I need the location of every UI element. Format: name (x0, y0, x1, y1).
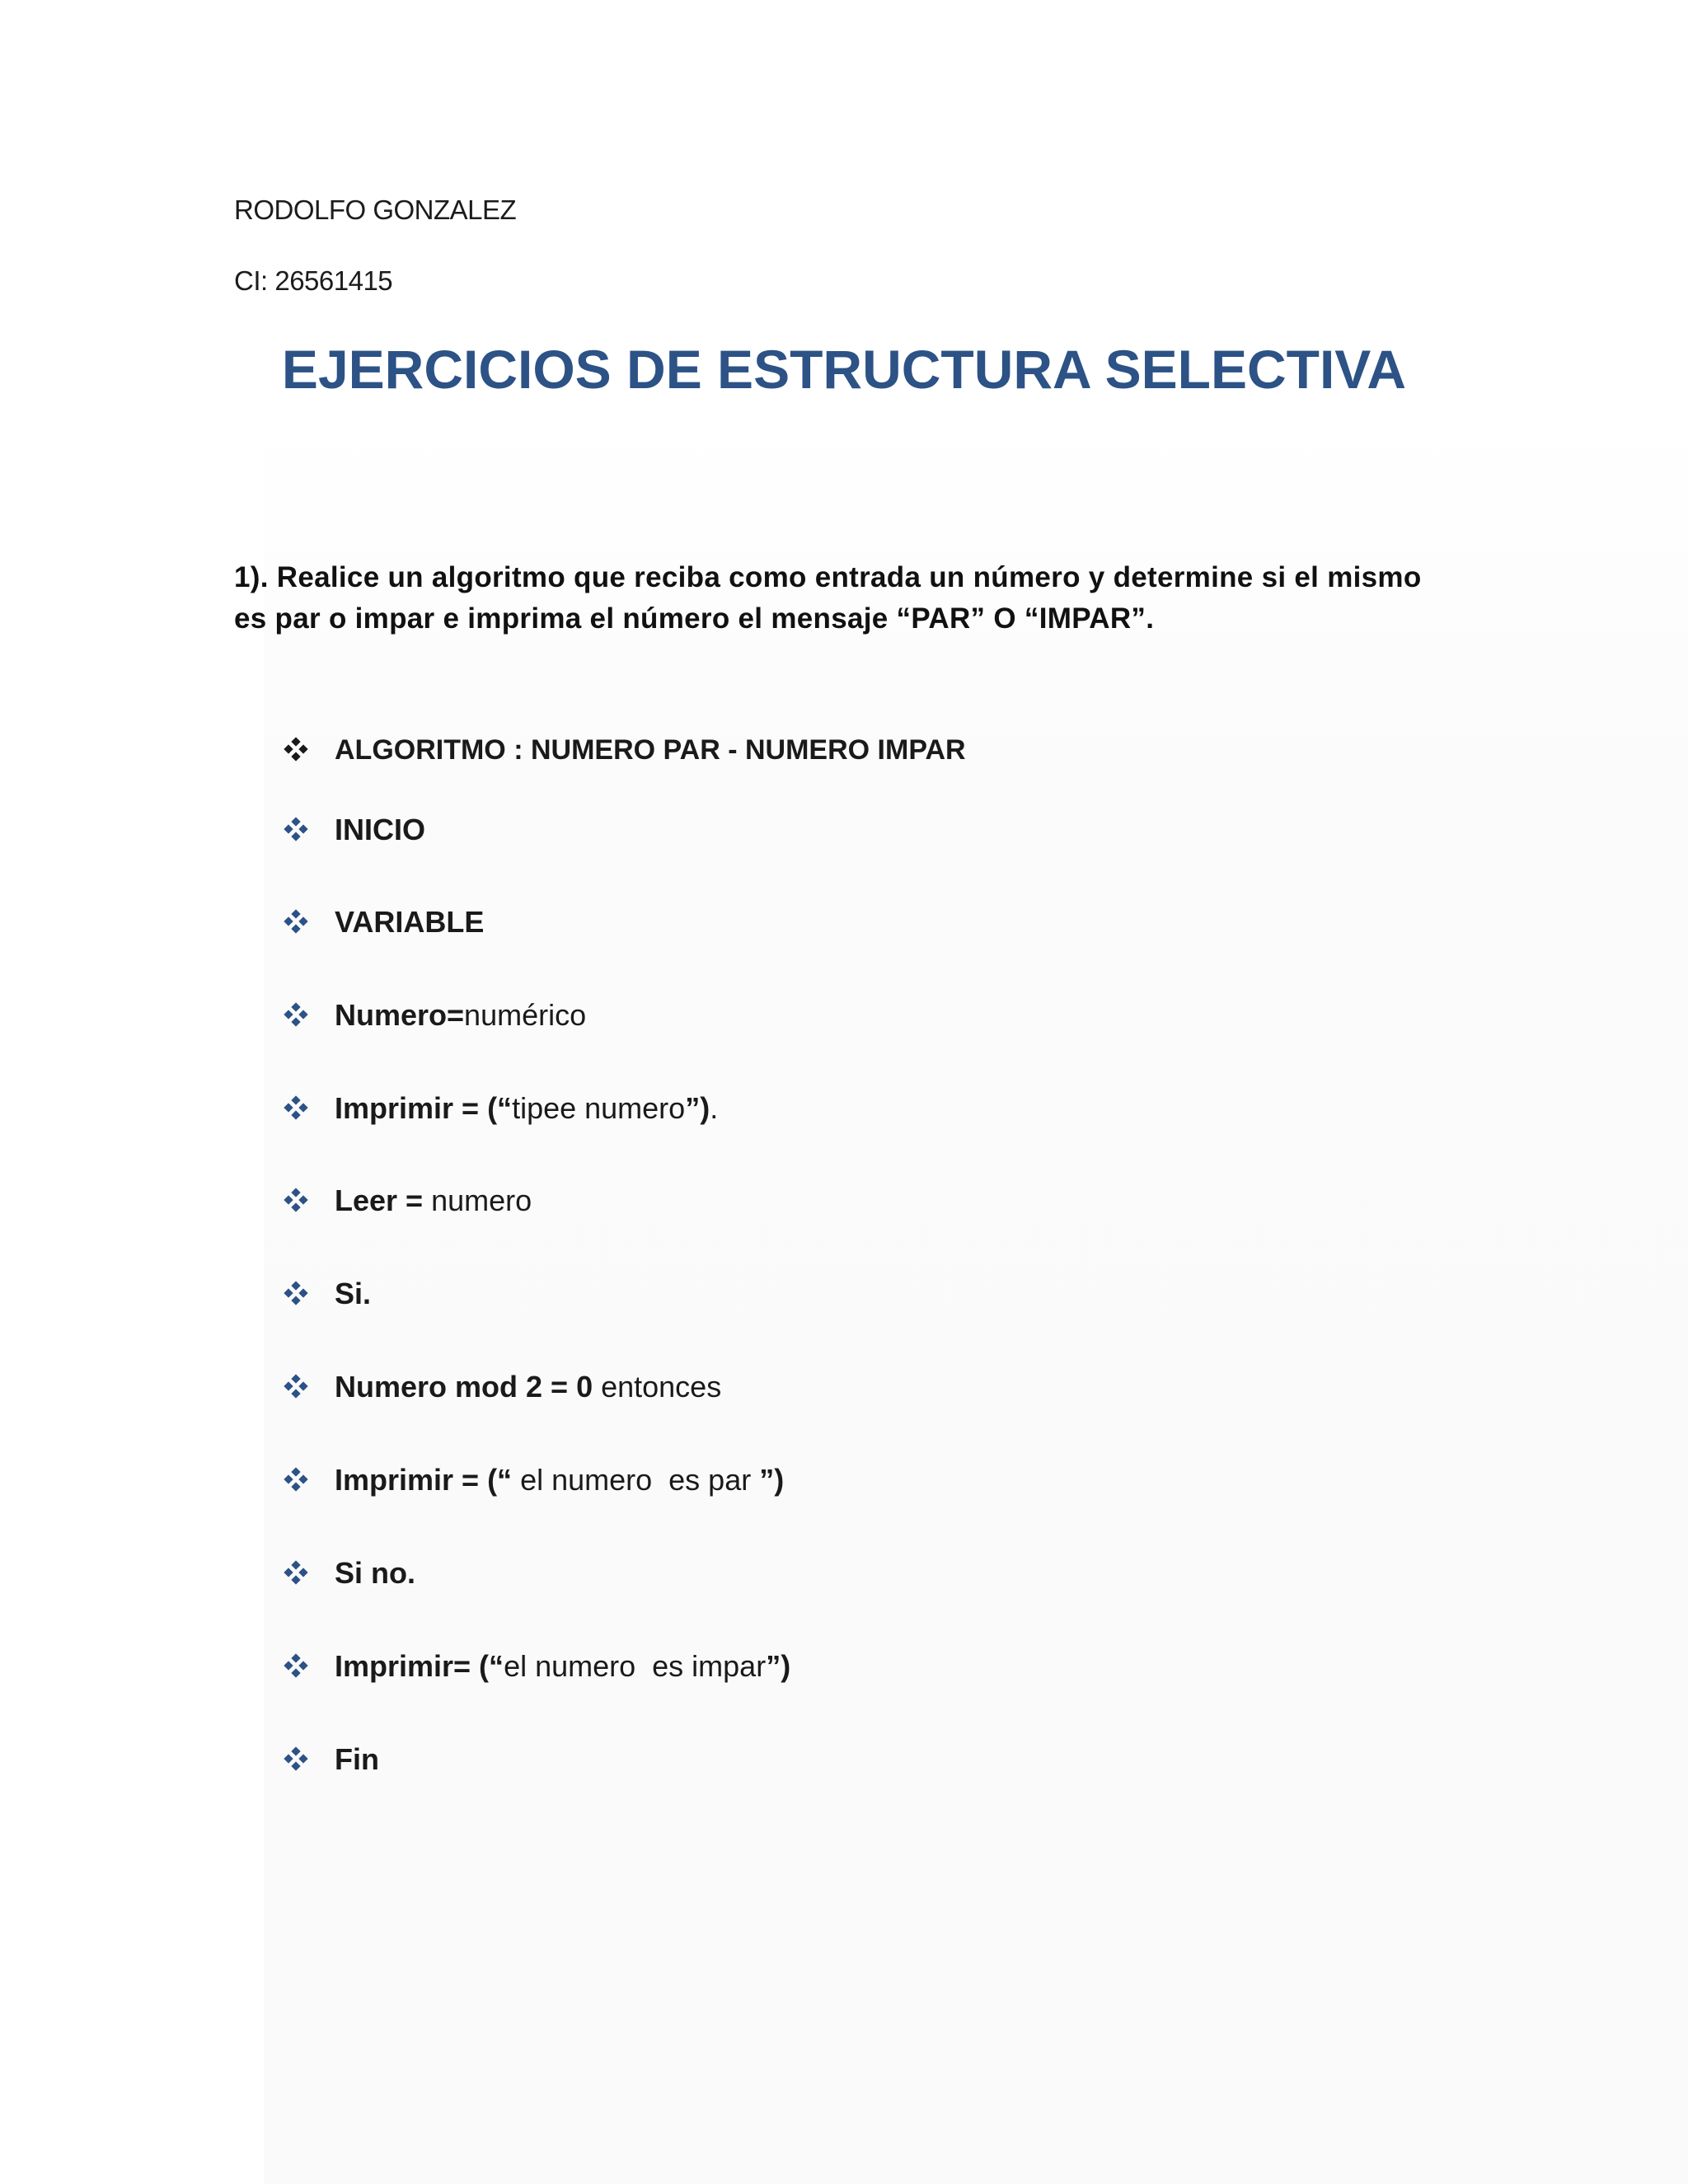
step-item (284, 1362, 721, 1412)
step-value: numérico (464, 998, 587, 1032)
step-item (284, 898, 484, 947)
step-keyword: Imprimir = (“ (335, 1091, 513, 1125)
diamond-bullet-icon (284, 898, 335, 947)
diamond-bullet-icon (284, 991, 335, 1040)
step-keyword: Leer = (335, 1183, 432, 1217)
step-keyword: Numero= (335, 998, 465, 1032)
author-name: RODOLFO GONZALEZ (234, 194, 517, 225)
diamond-bullet-icon (284, 1455, 335, 1505)
step-text: ALGORITMO : NUMERO PAR - NUMERO IMPAR (335, 734, 966, 766)
exercise-line-1: 1). Realice un algoritmo que reciba como entrada un número y determine si el mismo (234, 561, 1422, 593)
step-keyword-close: ”) (685, 1091, 710, 1125)
step-value: el numero es par (520, 1463, 760, 1497)
step-item (284, 725, 966, 775)
step-keyword-close: ”) (766, 1649, 791, 1683)
diamond-bullet-icon (284, 1362, 335, 1412)
diamond-bullet-icon (284, 725, 335, 775)
step-punctuation: . (710, 1091, 719, 1125)
step-value: tipee numero (512, 1091, 686, 1125)
step-value: entonces (601, 1370, 722, 1404)
step-text: Si no. (335, 1556, 415, 1590)
step-text: Fin (335, 1742, 379, 1776)
diamond-bullet-icon (284, 1642, 335, 1691)
step-item (284, 991, 586, 1040)
step-keyword: Imprimir = (“ (335, 1463, 521, 1497)
step-item (284, 1642, 790, 1691)
step-item (284, 1084, 718, 1133)
diamond-bullet-icon (284, 1269, 335, 1319)
step-item (284, 1269, 371, 1319)
step-value: el numero es impar (504, 1649, 767, 1683)
step-keyword: Numero mod 2 = 0 (335, 1370, 602, 1404)
step-item (284, 1549, 415, 1598)
diamond-bullet-icon (284, 1549, 335, 1598)
document-title: EJERCICIOS DE ESTRUCTURA SELECTIVA (281, 339, 1407, 400)
diamond-bullet-icon (284, 1084, 335, 1133)
step-item (284, 1455, 784, 1505)
step-keyword-close: ”) (759, 1463, 785, 1497)
step-text: VARIABLE (335, 905, 485, 939)
step-keyword: Imprimir= (“ (335, 1649, 504, 1683)
diamond-bullet-icon (284, 1176, 335, 1226)
diamond-bullet-icon (284, 805, 335, 855)
step-item (284, 1735, 379, 1784)
step-item (284, 805, 425, 855)
exercise-statement (234, 557, 1470, 640)
step-text: Si. (335, 1277, 372, 1310)
step-text: INICIO (335, 813, 426, 846)
id-number: CI: 26561415 (234, 265, 393, 296)
page-shading (264, 412, 1688, 2184)
exercise-line-2: es par o impar e imprima el número el mensaje “PAR” O “IMPAR”. (234, 602, 1155, 635)
step-value: numero (431, 1183, 532, 1217)
diamond-bullet-icon (284, 1735, 335, 1784)
step-item (284, 1176, 532, 1226)
